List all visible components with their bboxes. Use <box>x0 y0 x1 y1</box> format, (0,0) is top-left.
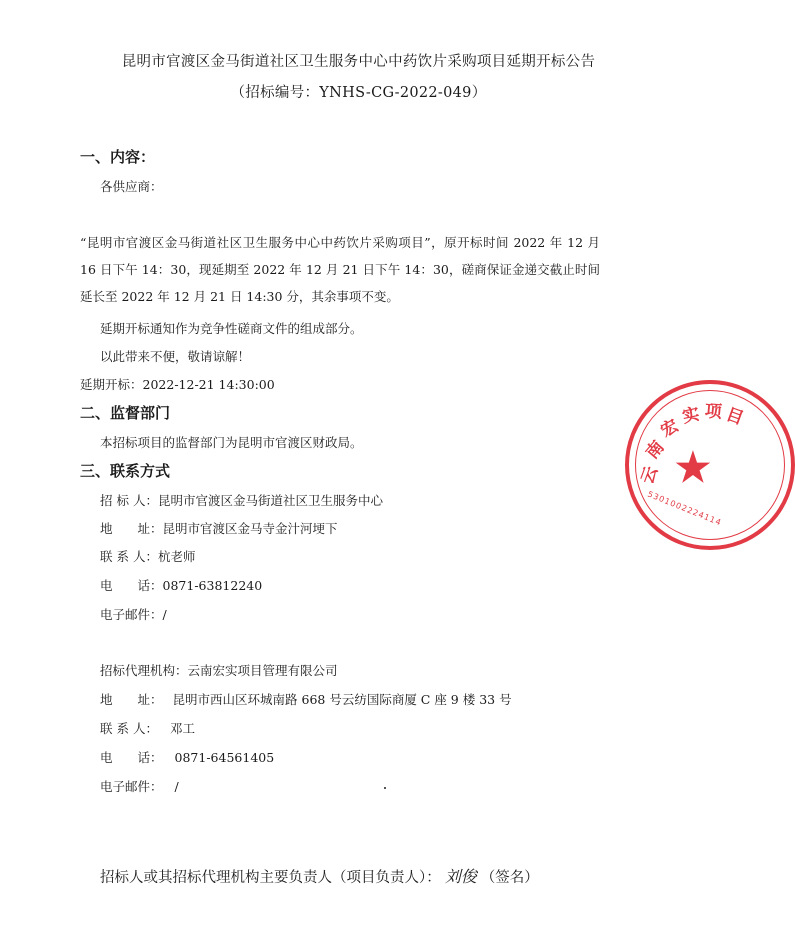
company-seal <box>625 380 795 550</box>
seal-char-3: 宏 <box>657 415 683 442</box>
tenderer-email-label: 电子邮件： <box>100 607 163 622</box>
document-subtitle: （招标编号：YNHS-CG-2022-049） <box>230 85 487 101</box>
delay-line <box>80 375 275 393</box>
seal-char-2: 南 <box>642 437 669 464</box>
agency-address-label: 地 址： <box>100 692 163 707</box>
agency-email-row <box>100 777 179 795</box>
note-1: 延期开标通知作为竞争性磋商文件的组成部分。 <box>100 321 363 336</box>
tenderer-email-value: / <box>162 607 167 622</box>
delay-label: 延期开标： <box>80 377 143 392</box>
section1-heading: 一、内容： <box>80 148 156 166</box>
tenderer-name-value: 昆明市官渡区金马街道社区卫生服务中心 <box>157 493 383 508</box>
agency-phone-value: 0871-64561405 <box>174 750 275 765</box>
tenderer-contact-label: 联 系 人： <box>100 549 158 564</box>
supervision-text: 本招标项目的监督部门为昆明市官渡区财政局。 <box>100 435 363 450</box>
agency-email-value: / <box>174 779 179 794</box>
seal-number: 5301002224114 <box>646 489 723 528</box>
section2-heading: 二、监督部门 <box>80 404 171 422</box>
tenderer-email-row <box>100 605 167 623</box>
tenderer-phone-row <box>100 576 262 594</box>
agency-phone-row <box>100 748 274 766</box>
document-title: 昆明市官渡区金马街道社区卫生服务中心中药饮片采购项目延期开标公告 <box>121 54 596 70</box>
tenderer-contact-value: 杭老师 <box>157 549 196 564</box>
agency-name-label: 招标代理机构： <box>100 663 188 678</box>
seal-star-icon: ★ <box>675 444 711 491</box>
agency-contact-row <box>100 719 195 737</box>
note-2: 以此带来不便，敬请谅解！ <box>100 349 251 364</box>
seal-char-5: 项 <box>703 401 723 423</box>
tenderer-name-row <box>100 491 383 509</box>
tenderer-name-label: 招 标 人： <box>100 493 158 508</box>
delay-value: 2022-12-21 14:30:00 <box>142 377 275 392</box>
agency-email-label: 电子邮件： <box>100 779 163 794</box>
section1-body: “昆明市官渡区金马街道社区卫生服务中心中药饮片采购项目”，原开标时间 2022 年 12 月 16 日下午 14：30，现延期至 2022 年 12 月 21 日下午 14：30，磋商保证金递交截止时间延长至 2022 年 12 月 21 日 14:30 分，其余事项不变。 <box>80 235 600 304</box>
agency-address-row <box>100 690 512 708</box>
seal-char-4: 实 <box>680 404 702 428</box>
agency-address-value: 昆明市西山区环城南路 668 号云纺国际商厦 C 座 9 楼 33 号 <box>172 692 512 707</box>
handwritten-signature: 刘俊 <box>444 867 477 886</box>
tenderer-phone-label: 电 话： <box>100 578 163 593</box>
signature-line <box>100 864 539 887</box>
agency-name-value: 云南宏实项目管理有限公司 <box>187 663 338 678</box>
speck-mark <box>384 787 386 789</box>
agency-contact-value: 邓工 <box>169 721 195 736</box>
section3-heading: 三、联系方式 <box>80 462 171 480</box>
agency-contact-label: 联 系 人： <box>100 721 158 736</box>
tenderer-address-label: 地 址： <box>100 521 163 536</box>
agency-phone-label: 电 话： <box>100 750 163 765</box>
agency-name-row <box>100 661 338 679</box>
signature-suffix: （签名） <box>480 870 539 886</box>
tenderer-phone-value: 0871-63812240 <box>162 578 263 593</box>
tenderer-address-row <box>100 519 338 537</box>
signature-label: 招标人或其招标代理机构主要负责人（项目负责人）： <box>100 870 441 886</box>
seal-char-1: 云 <box>637 463 663 487</box>
tenderer-address-value: 昆明市官渡区金马寺金汁河埂下 <box>162 521 338 536</box>
seal-char-6: 目 <box>723 404 747 430</box>
greeting: 各供应商： <box>100 179 163 194</box>
tenderer-contact-row <box>100 547 195 565</box>
